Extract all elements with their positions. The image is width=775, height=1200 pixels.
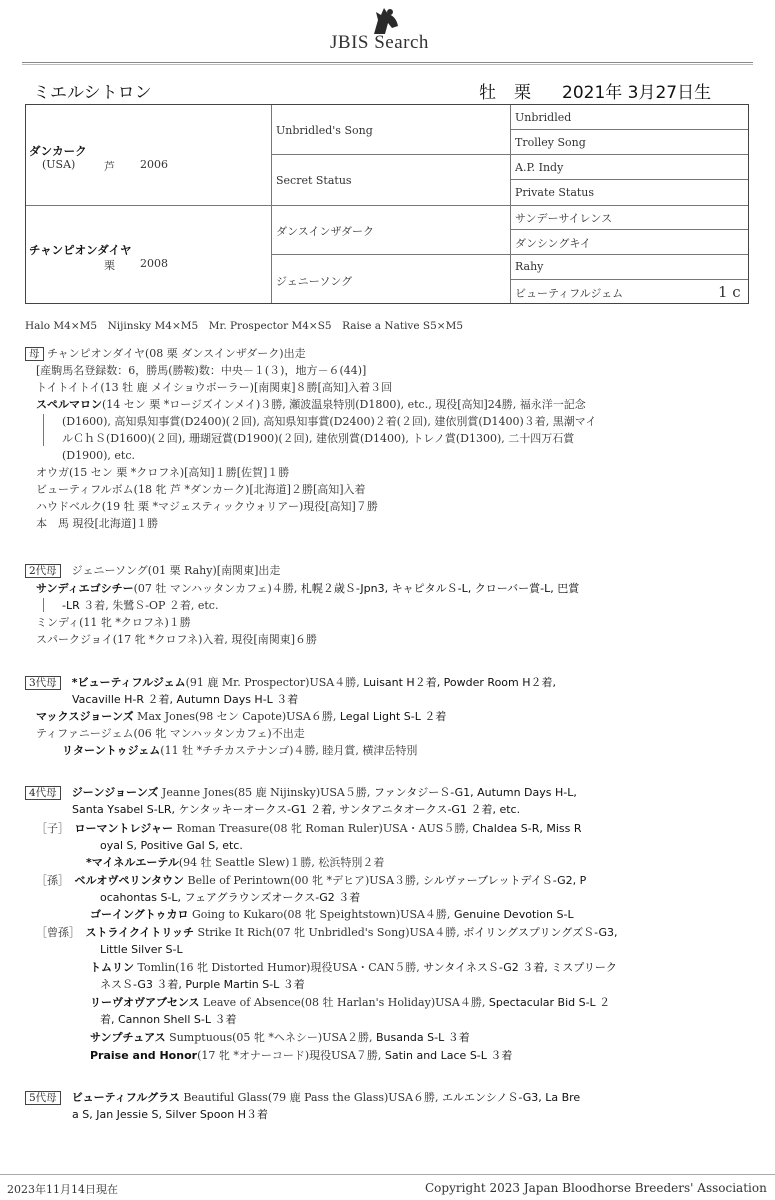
- list-item-cont: 着, Cannon Shell S-L ３着: [100, 1013, 237, 1026]
- list-item: ビューティフルボム(18 牝 芦 *ダンカーク)[北海道]２勝[高知]入着: [36, 483, 366, 496]
- sire-year: 2006: [140, 158, 168, 171]
- great-grandparent-2[interactable]: Trolley Song: [515, 136, 586, 149]
- horse-color: 栗: [514, 83, 531, 103]
- jbis-logo[interactable]: [328, 4, 468, 54]
- list-item-cont: -LR ３着, 朱鷺Ｓ-OP ２着, etc.: [62, 599, 219, 612]
- list-item: スパークジョイ(17 牝 *クロフネ)入着, 現役[南関東]６勝: [36, 633, 317, 646]
- great-grandparent-5[interactable]: サンデーサイレンス: [515, 212, 613, 225]
- list-item: サンプチュアス Sumptuous(05 牝 *ヘネシー)USA２勝, Busanda S-L ３着: [90, 1031, 470, 1044]
- list-item: マックスジョーンズ Max Jones(98 セン Capote)USA６勝, Legal Light S-L ２着: [36, 710, 447, 723]
- dam-stats: [産駒馬名登録数：6，勝馬(勝鞍)数：中央－１(３)，地方－６(44)]: [36, 364, 367, 377]
- list-item-cont: ocahontas S-L, フェアグラウンズオークス-G2 ３着: [100, 891, 361, 904]
- gen-label-4: 4代母: [25, 786, 61, 800]
- grandparent-4[interactable]: ジェニーソング: [276, 275, 353, 288]
- horse-birthdate: 2021年 3月27日生: [562, 83, 712, 103]
- footer-divider: [0, 1174, 775, 1175]
- horse-name: ミエルシトロン: [33, 83, 152, 103]
- list-item-cont: a S, Jan Jessie S, Silver Spoon H３着: [72, 1108, 268, 1121]
- grandparent-1[interactable]: Unbridled's Song: [276, 124, 373, 137]
- dam-line: チャンピオンダイヤ(08 栗 ダンスインザダーク)出走: [47, 347, 306, 360]
- list-item: 本 馬 現役[北海道]１勝: [36, 517, 159, 530]
- grandparent-2[interactable]: Secret Status: [276, 174, 352, 187]
- gen-label-dam: 母: [25, 347, 44, 361]
- label-sonson: ［曾孫］: [36, 926, 75, 939]
- list-item: サンディエゴシチー(07 牡 マンハッタンカフェ)４勝, 札幌２歳Ｓ-Jpn3, キャピタルＳ-L, クローバー賞-L, 巴賞: [36, 582, 580, 595]
- sire-color: 芦: [104, 160, 115, 173]
- list-item-cont: oyal S, Positive Gal S, etc.: [100, 839, 243, 852]
- list-item-cont: (D1900), etc.: [62, 449, 135, 462]
- list-item: トムリン Tomlin(16 牝 Distorted Humor)現役USA・CAN５勝, サンタイネスＳ-G2 ３着, ミスプリーク: [90, 961, 617, 974]
- list-item-cont: Santa Ysabel S-LR, ケンタッキーオークス-G1 ２着, サンタアニタオークス-G1 ２着, etc.: [72, 803, 521, 816]
- list-item: スペルマロン(14 セン 栗 *ロージズインメイ)３勝, 瀬波温泉特別(D1800), etc., 現役[高知]24勝, 福永洋一記念: [36, 398, 586, 411]
- label-ko: ［子］: [36, 822, 64, 835]
- list-item: リーヴオヴアブセンス Leave of Absence(08 牡 Harlan's Holiday)USA４勝, Spectacular Bid S-L ２: [90, 996, 611, 1009]
- inbreeding-info: Halo M4×M5 Nijinsky M4×M5 Mr. Prospector M4×S5 Raise a Native S5×M5: [25, 320, 464, 332]
- great-grandparent-6[interactable]: ダンシングキイ: [515, 237, 591, 250]
- list-item: ［曾孫］ ストライクイトリッチ Strike It Rich(07 牝 Unbridled's Song)USA４勝, ボイリングスプリングズＳ-G3,: [36, 926, 618, 939]
- gen-label-5: 5代母: [25, 1091, 61, 1105]
- list-item-cont: Vacaville H-R ２着, Autumn Days H-L ３着: [72, 693, 299, 706]
- fourth-dam-header: 4代母 ジーンジョーンズ Jeanne Jones(85 鹿 Nijinsky)USA５勝, ファンタジーＳ-G1, Autumn Days H-L,: [25, 786, 577, 800]
- dam-header: [25, 347, 306, 361]
- sire-origin: (USA): [42, 158, 76, 171]
- great-grandparent-4[interactable]: Private Status: [515, 186, 595, 199]
- list-item-cont: ルＣｈＳ(D1600)(２回), 珊瑚冠賞(D1900)(２回), 建依別賞(D1400), トレノ賞(D1300), 二十四万石賞: [62, 432, 575, 445]
- list-item: ［子］ ローマントレジャー Roman Treasure(08 牝 Roman Ruler)USA・AUS５勝, Chaldea S-R, Miss R: [36, 822, 582, 835]
- list-item-cont: (D1600), 高知県知事賞(D2400)(２回), 高知県知事賞(D2400)２着(２回), 建依別賞(D1400)３着, 黒潮マイ: [62, 415, 597, 428]
- great-grandparent-3[interactable]: A.P. Indy: [515, 161, 564, 174]
- gen-label-3: 3代母: [25, 676, 61, 690]
- second-dam-header: 2代母 ジェニーソング(01 栗 Rahy)[南関東]出走: [25, 564, 280, 578]
- dam-color: 栗: [104, 259, 115, 272]
- list-item: ゴーイングトゥカロ Going to Kukaro(08 牝 Speightstown)USA４勝, Genuine Devotion S-L: [90, 908, 574, 921]
- logo-text: JBIS Search: [330, 32, 429, 53]
- family-number: 1 c: [718, 283, 741, 301]
- header-divider: [22, 62, 753, 63]
- list-item-cont: ネスＳ-G3 ３着, Purple Martin S-L ３着: [100, 978, 305, 991]
- great-grandparent-8[interactable]: ビューティフルジェム: [515, 287, 624, 300]
- list-item: リターントゥジェム(11 牡 *チチカステナンゴ)４勝, 睦月賞, 横津岳特別: [62, 744, 418, 757]
- list-item: Praise and Honor(17 牝 *オナーコード)現役USA７勝, Satin and Lace S-L ３着: [90, 1049, 513, 1062]
- list-item-cont: Little Silver S-L: [100, 943, 183, 956]
- copyright: Copyright 2023 Japan Bloodhorse Breeders' Association: [425, 1181, 767, 1195]
- list-item: ミンディ(11 牝 *クロフネ)１勝: [36, 616, 191, 629]
- gen-label-2: 2代母: [25, 564, 61, 578]
- grandparent-3[interactable]: ダンスインザダーク: [276, 225, 375, 238]
- as-of-date: 2023年11月14日現在: [7, 1183, 118, 1196]
- list-item: ［孫］ ベルオヴペリンタウン Belle of Perintown(00 牝 *デヒア)USA３勝, シルヴァーブレットデイＳ-G2, P: [36, 874, 587, 887]
- third-dam-header: 3代母 *ビューティフルジェム(91 鹿 Mr. Prospector)USA４勝, Luisant H２着, Powder Room H２着,: [25, 676, 556, 690]
- label-mago: ［孫］: [36, 874, 64, 887]
- great-grandparent-1[interactable]: Unbridled: [515, 111, 572, 124]
- pedigree-table: [25, 104, 749, 304]
- dam-name[interactable]: チャンピオンダイヤ: [29, 243, 132, 257]
- list-item: トイトイトイ(13 牡 鹿 メイショウボーラー)[南関東]８勝[高知]入着３回: [36, 381, 393, 394]
- header-divider-2: [22, 64, 753, 65]
- list-item: ティファニージェム(06 牝 マンハッタンカフェ)不出走: [36, 727, 305, 740]
- list-item: *マイネルエーテル(94 牡 Seattle Slew)１勝, 松浜特別２着: [86, 856, 385, 869]
- great-grandparent-7[interactable]: Rahy: [515, 260, 544, 273]
- horse-sex: 牡: [479, 83, 496, 103]
- list-item: ハウドベルク(19 牡 栗 *マジェスティックウォリアー)現役[高知]７勝: [36, 500, 378, 513]
- sire-name[interactable]: ダンカーク: [29, 144, 87, 158]
- dam-year: 2008: [140, 257, 168, 270]
- fifth-dam-header: 5代母 ビューティフルグラス Beautiful Glass(79 鹿 Pass the Glass)USA６勝, エルエンシノＳ-G3, La Bre: [25, 1091, 580, 1105]
- list-item: オウガ(15 セン 栗 *クロフネ)[高知]１勝[佐賀]１勝: [36, 466, 290, 479]
